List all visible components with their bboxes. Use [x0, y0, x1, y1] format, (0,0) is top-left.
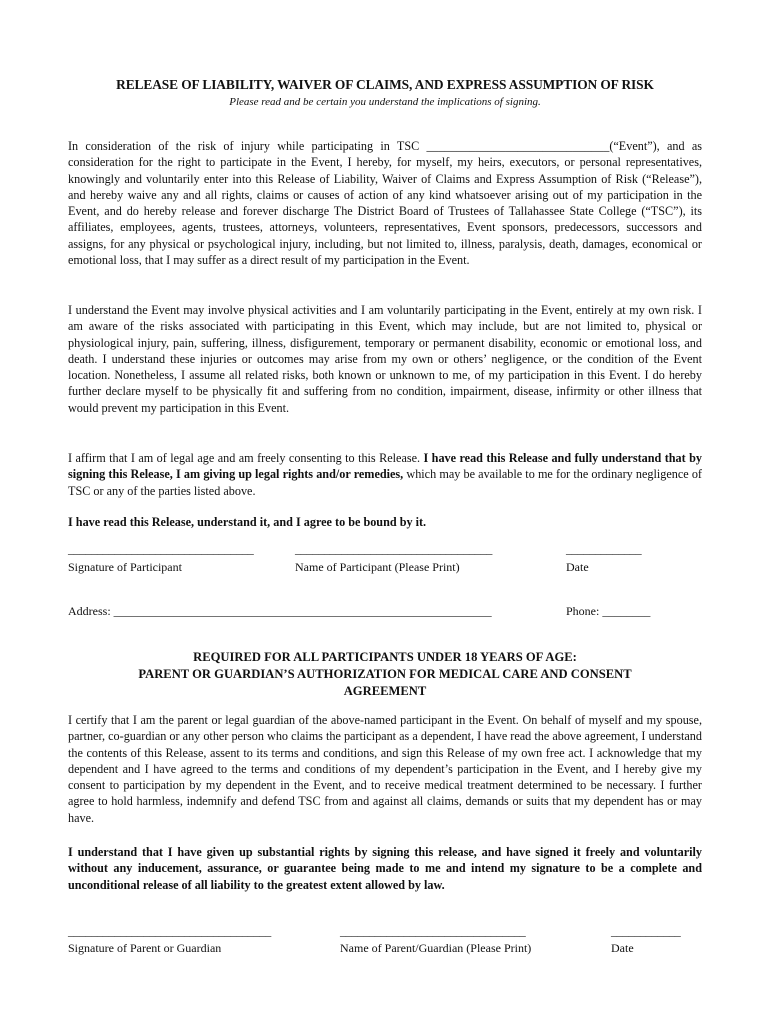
phone-row	[566, 604, 650, 619]
participant-signature-label: Signature of Participant	[68, 560, 182, 574]
guardian-certification-paragraph: I certify that I am the parent or legal guardian of the above-named participant in the Event. On behalf of myself and my spouse, partner, co-guardian or any other person who claims the participant as a dependent, I have read the above agreement, I understand the contents of this Release, assent to its terms and conditions, and sign this Release of my own free act. I acknowledge that my dependent and I have agreed to the terms and conditions of my dependent’s participation in the Event, and I hereby give my consent to participation by my dependent in the Event, and to receive medical treatment determined to be necessary. I further agree to hold harmless, indemnify and defend TSC from and against all claims, demands or suits that my dependent has or may have.	[68, 713, 702, 825]
agreement-statement: I have read this Release, understand it, and I agree to be bound by it.	[68, 515, 427, 529]
document-title: RELEASE OF LIABILITY, WAIVER OF CLAIMS, AND EXPRESS ASSUMPTION OF RISK	[116, 77, 654, 92]
minor-heading-line-3: AGREEMENT	[343, 684, 427, 698]
risk-paragraph: I understand the Event may involve physical activities and I am voluntarily participating in the Event, entirely at my own risk. I am aware of the risks associated with participating in this Event, which may include, but are not limited to, physical or physiological injury, pain, suffering, illness, disfigurement, temporary or permanent disability, economic or emotional loss, and death. I understand these injuries or outcomes may arise from my own or others’ negligence, or the condition of the Event location. Nonetheless, I assume all related risks, both known or unknown to me, of my participation in this Event. I do hereby further declare myself to be physically fit and suffering from no condition, impairment, disease, infirmity or other illness that would prevent my participation in this Event.	[68, 303, 702, 415]
address-label: Address:	[68, 604, 114, 618]
guardian-signature-field[interactable]: ___________________________________	[68, 924, 272, 938]
affirmation-paragraph	[68, 450, 702, 499]
affirmation-text-2: which may be available to me for the ordinary negligence of TSC or any of the parties listed above.	[68, 467, 702, 498]
participant-name-field[interactable]: __________________________________	[295, 542, 493, 556]
document-subtitle: Please read and be certain you understand the implications of signing.	[229, 96, 541, 108]
consideration-paragraph: In consideration of the risk of injury while participating in TSC ______________________________(“Event”), and as consideration for the right to participate in the Event, I hereby, for myself, my heirs, executors, or personal representatives, knowingly and voluntarily enter into this Release of Liability, Waiver of Claims and Express Assumption of Risk (“Release”), and hereby waive any and all rights, claims or causes of action of any kind whatsoever arising out of my participation in the Event, and do hereby release and forever discharge The District Board of Trustees of Tallahassee State College (“TSC”), its affiliates, employees, agents, trustees, attorneys, volunteers, representatives, Event sponsors, predecessors, successors and assigns, for any physical or psychological injury, including, but not limited to, illness, paralysis, death, damages, economical or emotional loss, that I may suffer as a direct result of my participation in the Event.	[68, 139, 702, 268]
affirmation-text-1: I affirm that I am of legal age and am freely consenting to this Release.	[68, 451, 424, 465]
phone-label: Phone:	[566, 604, 603, 618]
guardian-date-field[interactable]: ____________	[611, 924, 681, 938]
address-field[interactable]: _______________________________________________________________	[113, 604, 492, 618]
guardian-signature-label: Signature of Parent or Guardian	[68, 941, 222, 955]
participant-date-field[interactable]: _____________	[566, 542, 642, 556]
participant-name-label: Name of Participant (Please Print)	[295, 560, 460, 574]
minor-heading-line-1: REQUIRED FOR ALL PARTICIPANTS UNDER 18 YEARS OF AGE:	[193, 650, 577, 664]
rights-waiver-paragraph: I understand that I have given up substantial rights by signing this release, and have signed it freely and voluntarily without any inducement, assurance, or guarantee being made to me and intend my signature to be a complete and unconditional release of all liability to the greatest extent allowed by law.	[68, 845, 702, 892]
participant-date-label: Date	[566, 560, 589, 574]
minor-heading-line-2: PARENT OR GUARDIAN’S AUTHORIZATION FOR MEDICAL CARE AND CONSENT	[138, 667, 632, 681]
guardian-name-field[interactable]: ________________________________	[340, 924, 526, 938]
affirmation-bold-text: I have read this Release and fully understand that by signing this Release, I am giving up legal rights and/or remedies,	[68, 451, 702, 482]
guardian-date-label: Date	[611, 941, 634, 955]
guardian-name-label: Name of Parent/Guardian (Please Print)	[340, 941, 532, 955]
participant-signature-field[interactable]: ________________________________	[68, 542, 254, 556]
minor-section-heading	[68, 649, 702, 700]
address-row	[68, 604, 492, 619]
phone-field[interactable]: ________	[602, 604, 651, 618]
